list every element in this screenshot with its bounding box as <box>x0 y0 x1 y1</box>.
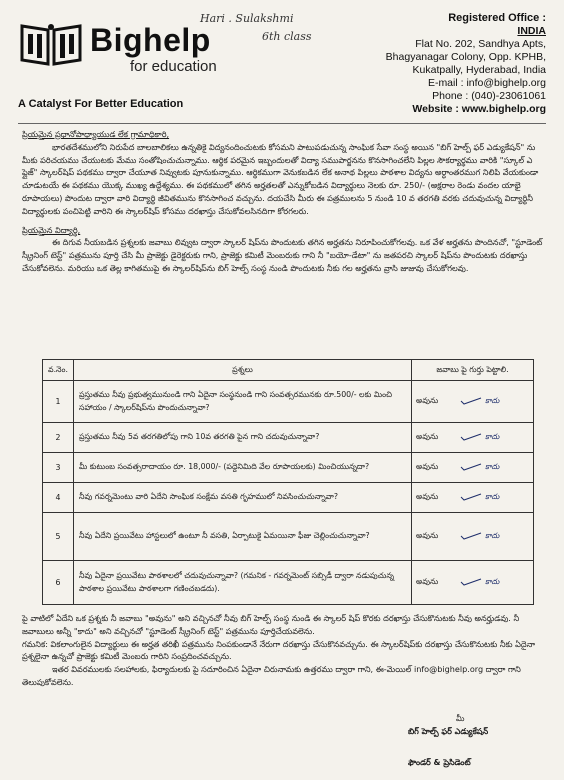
header-divider <box>18 123 546 124</box>
handwritten-class: 6th class <box>262 30 312 43</box>
yes-option[interactable]: అవును <box>416 492 439 501</box>
yes-option[interactable]: అవును <box>416 531 439 540</box>
registered-office-block <box>326 12 546 116</box>
table-row <box>43 453 534 483</box>
office-country: INDIA <box>517 25 546 37</box>
letter-body-bottom <box>22 612 544 689</box>
tick-mark-icon <box>460 532 482 540</box>
yes-option[interactable]: అవును <box>416 462 439 471</box>
salutation-student: ప్రియమైన విద్యార్థి, <box>22 224 81 235</box>
row-number: 5 <box>43 513 74 561</box>
tick-mark-icon <box>460 433 482 441</box>
yes-option[interactable]: అవును <box>416 577 439 586</box>
yes-option[interactable]: అవును <box>416 396 439 405</box>
answer-cell[interactable] <box>412 561 534 605</box>
table-row <box>43 561 534 605</box>
book-logo-icon <box>18 20 84 66</box>
yes-option[interactable]: అవును <box>416 432 439 441</box>
no-option-marked[interactable]: కాదు <box>484 432 500 441</box>
table-row <box>43 423 534 453</box>
row-question: నీవు గవర్నమెంటు వారి ఏదేని సాంఘిక సంక్షేమ వసతి గృహములో నివసించుచున్నావా? <box>74 483 412 513</box>
eligibility-table <box>42 359 534 605</box>
eligibility-note: పై వాటిలో ఏదేని ఒక ప్రశ్నకు నీ జవాబు "అవును" అని వచ్చినచో నీవు బిగ్ హెల్ప్ సంస్థ నుండి ఈ స్కాలర్ షిప్ కొరకు దరఖాస్తు చేసుకొనుటకు నీవు అనర్హుడవు. నీ జవాబులు అన్నీ "కాదు" అని వచ్చినచో "స్టూడెంట్ స్క్రీనింగ్ టెస్ట్" పత్రమును పూర్తిచేయవలెను. <box>22 613 520 636</box>
answer-cell[interactable] <box>412 513 534 561</box>
table-row <box>43 513 534 561</box>
row-number: 4 <box>43 483 74 513</box>
office-address-line: Bhagyanagar Colony, Opp. KPHB, <box>385 51 546 63</box>
no-option-marked[interactable]: కాదు <box>484 577 500 586</box>
office-email: E-mail : info@bighelp.org <box>427 77 546 89</box>
row-number: 6 <box>43 561 74 605</box>
intro-paragraph: భారతదేశములోని నిరుపేద బాలబాలికలు ఉన్నతికై విద్యనందించుటకు కోసమని పాటుపడుచున్న సాంఘిక సేవా సంస్థ అయిన "బిగ్ హెల్ప్ ఫర్ ఎడ్యుకేషన్" ను మీకు పరిచయము చేయుటకు మేము సంతోషించుచున్నాము. ఆర్థిక పరమైన ఇబ్బందులతో విద్యా సముపార్జనను కొనసాగించలేని పిల్లల సౌకర్యార్థము వారికి "స్కూల్ ఎ ప్లైజ్" స్కాలర్‌షిప్ పథకము ద్వారా చేయూత నివ్వుటకు పూనుకున్నాము. ఆర్థికముగా వెనుకబడిన లేక అనాథ పిల్లలు పాఠశాల విద్యను అర్ధాంతరముగ నిలిపి వేయకుండా చూడుటయే ఈ పథకము యొక్క ముఖ్య ఉద్దేశ్యము. ఈ పథకములో తగిన అర్హతలతో ఎన్నుకోబడిన విద్యార్థులు నెలకు రూ. 250/- (అక్షరాల రెండు వందల యాభై రూపాయలు) పొందుట ద్వారా వారి విద్యార్థి జీవితమును కొనసాగించ వచ్చును. దయచేసి మీరు ఈ పత్రములను 5 నుండి 10 వ తరగతి వరకు చదువుచున్న విద్యార్థినీ విద్యార్థులకు పంచిపెట్టి వారిని ఈ స్కాలర్‌షిప్ కోసము దరఖాస్తు చేసుకోవలసినదిగా కోరగలరు. <box>22 141 539 216</box>
answer-cell[interactable] <box>412 423 534 453</box>
row-number: 2 <box>43 423 74 453</box>
header-questions: ప్రశ్నలు <box>74 360 412 381</box>
signature-prefix: మీ <box>456 714 465 723</box>
table-row <box>43 381 534 423</box>
signature-organization: బిగ్ హెల్ప్ ఫర్ ఎడ్యుకేషన్ <box>408 727 489 736</box>
row-question: నీవు ఏదైనా ప్రయివేటు పాఠశాలలో చదువుచున్నావా? (గమనిక - గవర్నమెంట్ సబ్సిడీ ద్వారా నడుపుచున్న పాఠశాల ప్రయివేటు పాఠశాలగా గణించబడదు). <box>74 561 412 605</box>
answer-cell[interactable] <box>412 381 534 423</box>
no-option-marked[interactable]: కాదు <box>484 492 500 501</box>
office-website: Website : www.bighelp.org <box>412 103 546 115</box>
table-header-row <box>43 360 534 381</box>
tick-mark-icon <box>460 463 482 471</box>
row-number: 3 <box>43 453 74 483</box>
row-number: 1 <box>43 381 74 423</box>
salutation-headmaster: ప్రియమైన ప్రధానోపాధ్యాయుడ లేక గ్రామాధికారి, <box>22 129 170 139</box>
no-option-marked[interactable]: కాదు <box>484 396 500 405</box>
tick-mark-icon <box>460 493 482 501</box>
instructions-paragraph: ఈ దిగువ నీయబడిన ప్రశ్నలకు జవాబు లివ్వుట ద్వారా స్కాలర్ షిప్‌ను పొందుటకు తగిన అర్హతను నిరూపించుకోగలవు. ఒక వేళ అర్హతను పొందినచో, "స్టూడెంట్ స్క్రీనింగ్ టెస్ట్" పత్రమును పూర్తి చేసి మీ ప్రాజెక్టు డైరెక్టరుకు గాని, ప్రాజెక్టు కమిటీ మెంబరుకు గాని నీ "బయో-డేటా" ను జతపరచి స్కాలర్ షిప్‌ను పొందుటకు దరఖాస్తు చేసుకోవలెను. మరియు ఒక తెల్ల కాగితముపై ఈ స్కాలర్‌షిప్‌ను బిగ్ హెల్ప్ సంస్థ నుండి పొందుటకు నీకు గల అర్హతను వ్రాసి జుజువు చేసుకోగలవు. <box>22 237 543 273</box>
contact-paragraph: ఇతర వివరములకు సలహాలకు, ఫిర్యాదులకు పై సదూరించిన ఏదైనా చిరునామకు ఉత్తరము ద్వారా గాని, ఈ-మెయిల్ info@bighelp.org ద్వారా గాని తెలుపుకోవలెను. <box>22 664 521 687</box>
no-option-marked[interactable]: కాదు <box>484 462 500 471</box>
office-title: Registered Office : <box>448 12 546 24</box>
header-serial-no: వ.నెం. <box>43 360 74 381</box>
row-question: ప్రస్తుతము నీవు ప్రభుత్వమునుండి గాని ఏదైనా సంస్థనుండి గాని సంవత్సరమునకు రూ.500/- లకు మించి సహాయం / స్కాలర్‌షిప్‌ను పొందుచున్నావా? <box>74 381 412 423</box>
brand-subtitle: for education <box>130 58 217 75</box>
brand-name: Bighelp <box>90 22 211 58</box>
no-option-marked[interactable]: కాదు <box>484 531 500 540</box>
row-question: నీవు ఏదేని ప్రయివేటు హాస్టలులో ఉంటూ నీ వసతి, ఏర్పాటుకై ఏమయినా ఫీజు చెల్లించుచున్నావా? <box>74 513 412 561</box>
table-row <box>43 483 534 513</box>
header-answer: జవాబు పై గుర్తు పెట్టాలి. <box>412 360 534 381</box>
row-question: ప్రస్తుతము నీవు 5వ తరగతిలోపు గాని 10వ తరగతి పైన గాని చదువుచున్నావా? <box>74 423 412 453</box>
handwritten-name: Hari . Sulakshmi <box>200 12 294 25</box>
office-address-line: Kukatpally, Hyderabad, India <box>412 64 546 76</box>
tick-mark-icon <box>460 397 482 405</box>
row-question: మీ కుటుంబ సంవత్సరాదాయం రూ. 18,000/- (పద్దెనిమిది వేల రూపాయలకు) మించియున్నదా? <box>74 453 412 483</box>
office-phone: Phone : (040)-23061061 <box>432 90 546 102</box>
answer-cell[interactable] <box>412 453 534 483</box>
tick-mark-icon <box>460 578 482 586</box>
answer-cell[interactable] <box>412 483 534 513</box>
disabled-students-note: గమనిక: వికలాంగులైన విద్యార్థులు ఈ అర్హత తరిఖీ పత్రమును నింపకుండానే నేరుగా దరఖాస్తు చేసుకొనవచ్చును. ఈ స్కాలర్‌షిప్‌కు దరఖాస్తు చేసుకొనుటకు నీకు ఏదైనా ప్రశ్నలైనా ఉన్నచో ప్రాజెక్టు కమిటీ మెంబరు గారిని సంప్రదించవచ్చును. <box>22 638 536 662</box>
letter-body-top <box>22 128 544 275</box>
office-address-line: Flat No. 202, Sandhya Apts, <box>415 38 546 50</box>
signature-title: ఫౌండర్ & ప్రెసిడెంట్ <box>408 758 471 767</box>
tagline: A Catalyst For Better Education <box>18 98 184 110</box>
